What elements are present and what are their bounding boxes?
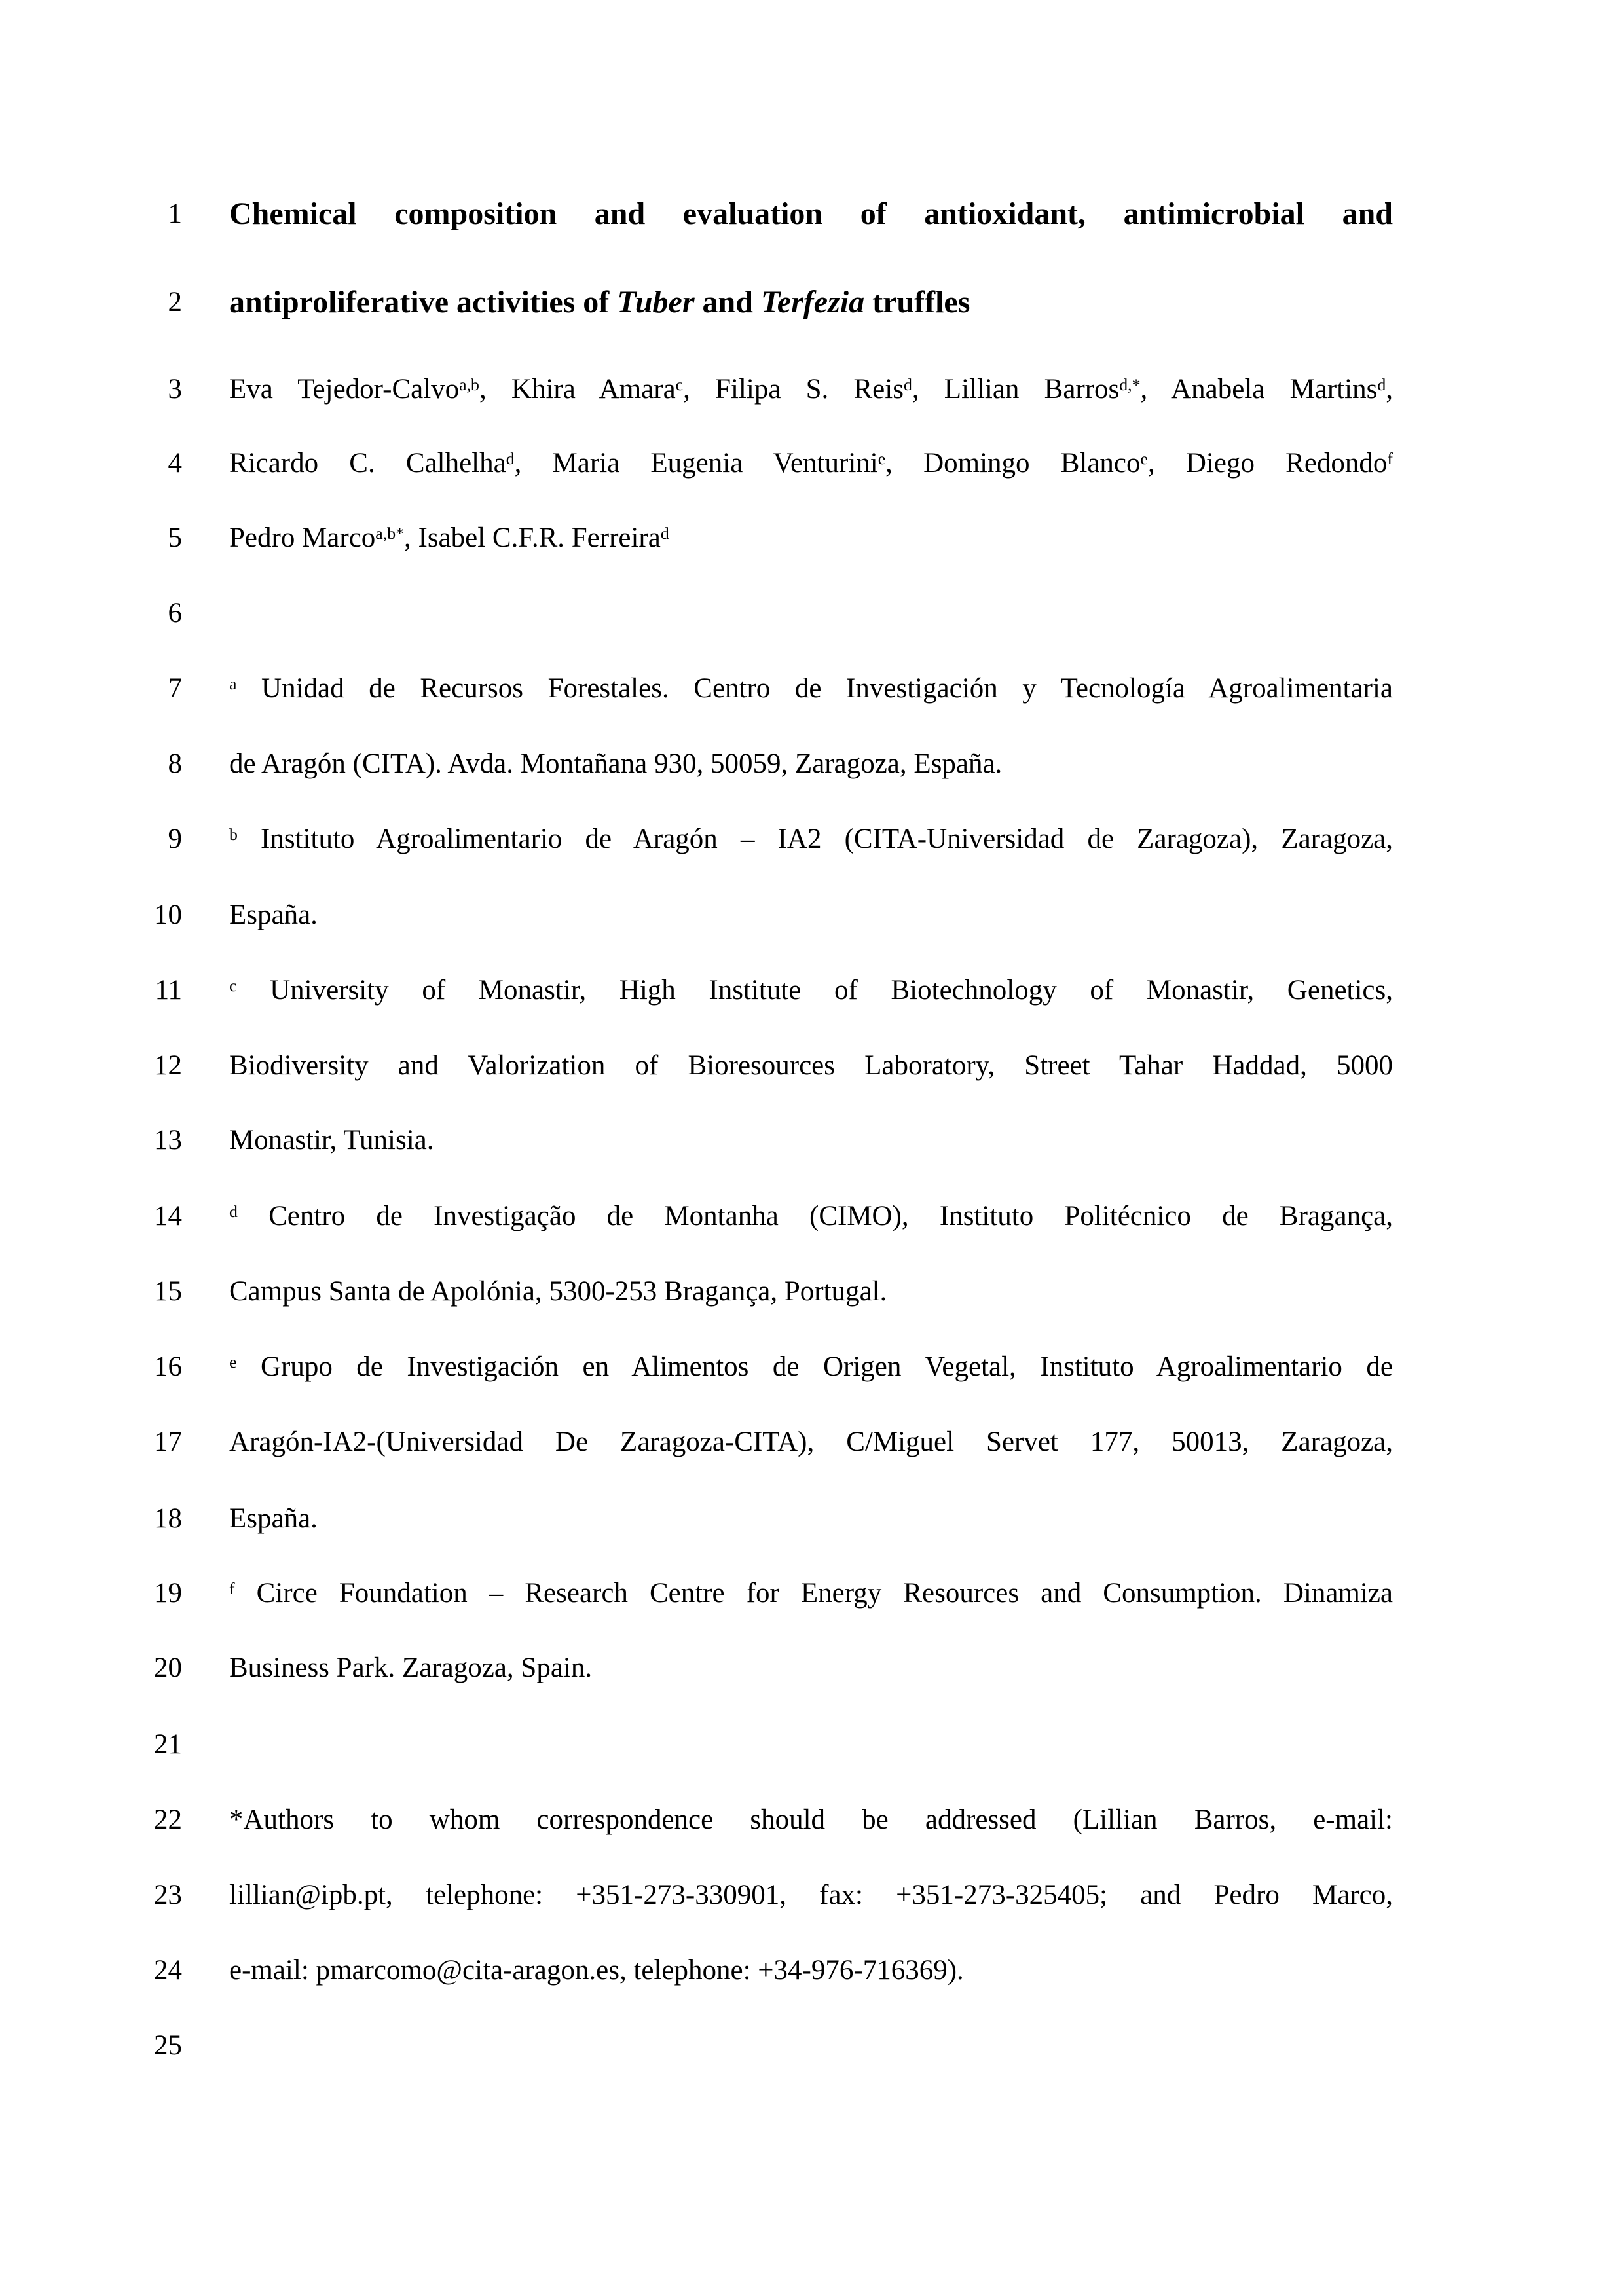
- text-segment: , Isabel C.F.R. Ferreira: [404, 522, 661, 553]
- manuscript-line-row: [0, 896, 1624, 935]
- line-number: 23: [154, 1880, 182, 1910]
- text-segment: Chemical composition and evaluation of antioxidant, antimicrobial and: [229, 196, 1393, 231]
- text-segment: , Filipa S. Reis: [683, 374, 904, 405]
- manuscript-line-row: [0, 1197, 1624, 1236]
- line-number: 3: [168, 374, 182, 405]
- manuscript-line-row: [0, 519, 1624, 558]
- text-segment: antiproliferative activities of: [229, 285, 618, 319]
- text-segment: lillian@ipb.pt, telephone: +351-273-330901, fax: +351-273-325405; and Pedro Marco,: [229, 1880, 1393, 1910]
- text-segment: and: [694, 285, 761, 319]
- affiliation-superscript: a: [229, 674, 237, 694]
- manuscript-line-row: [0, 370, 1624, 409]
- manuscript-line-row: [0, 444, 1624, 483]
- line-text: [229, 1951, 1393, 1990]
- italic-text-segment: Terfezia: [760, 285, 865, 319]
- line-text: [229, 896, 1393, 935]
- text-segment: University of Monastir, High Institute of Biotechnology of Monastir, Genetics,: [236, 975, 1393, 1006]
- affiliation-superscript: f: [229, 1579, 235, 1599]
- manuscript-line-row: [0, 1499, 1624, 1539]
- line-text: [229, 820, 1393, 859]
- text-segment: truffles: [864, 285, 970, 319]
- manuscript-line-row: [0, 1347, 1624, 1387]
- line-number: 9: [168, 824, 182, 854]
- manuscript-line-row: [0, 820, 1624, 859]
- manuscript-line-row: [0, 1046, 1624, 1085]
- text-segment: Centro de Investigação de Montanha (CIMO), Instituto Politécnico de Bragança,: [237, 1201, 1393, 1231]
- affiliation-superscript: e: [877, 449, 886, 469]
- line-text: [229, 1423, 1393, 1462]
- line-text: [229, 1121, 1393, 1160]
- manuscript-line-row: [0, 1876, 1624, 1915]
- text-segment: , Domingo Blanco: [885, 448, 1141, 479]
- affiliation-superscript: c: [229, 976, 237, 996]
- affiliation-superscript: b: [229, 825, 238, 845]
- text-segment: Biodiversity and Valorization of Bioresources Laboratory, Street Tahar Haddad, 5000: [229, 1050, 1393, 1081]
- text-segment: de Aragón (CITA). Avda. Montañana 930, 50059, Zaragoza, España.: [229, 748, 1003, 779]
- line-number: 8: [168, 748, 182, 779]
- line-number: 7: [168, 673, 182, 704]
- line-text: [229, 1800, 1393, 1840]
- manuscript-line-row: [0, 282, 1624, 323]
- line-text: [229, 669, 1393, 708]
- affiliation-superscript: a,b: [459, 375, 479, 395]
- line-number: 4: [168, 448, 182, 479]
- text-segment: e-mail: pmarcomo@cita-aragon.es, telephone: +34-976-716369).: [229, 1955, 964, 1986]
- line-number: 15: [154, 1276, 182, 1307]
- text-segment: Instituto Agroalimentario de Aragón – IA2 (CITA-Universidad de Zaragoza), Zaragoza,: [237, 824, 1393, 854]
- manuscript-line-row: [0, 1423, 1624, 1462]
- line-text: [229, 744, 1393, 784]
- line-text: [229, 1876, 1393, 1915]
- text-segment: ,: [1386, 374, 1393, 405]
- affiliation-superscript: e: [1140, 449, 1148, 469]
- manuscript-line-row: [0, 1272, 1624, 1311]
- line-number: 18: [154, 1503, 182, 1534]
- line-number: 24: [154, 1955, 182, 1986]
- manuscript-line-row: [0, 1951, 1624, 1990]
- text-segment: Ricardo C. Calhelha: [229, 448, 506, 479]
- text-segment: , Maria Eugenia Venturini: [514, 448, 878, 479]
- text-segment: , Lillian Barros: [912, 374, 1120, 405]
- affiliation-superscript: d: [506, 449, 515, 469]
- manuscript-line-row: [0, 1121, 1624, 1160]
- line-number: 16: [154, 1351, 182, 1382]
- line-text: [229, 370, 1393, 409]
- line-text: [229, 1574, 1393, 1613]
- manuscript-line-row: [0, 744, 1624, 784]
- line-number: 11: [155, 975, 182, 1006]
- line-number: 19: [154, 1578, 182, 1609]
- line-text: [229, 444, 1393, 483]
- line-number: 21: [154, 1729, 182, 1760]
- line-text: [229, 1272, 1393, 1311]
- affiliation-superscript: d: [229, 1202, 238, 1222]
- manuscript-line-row: [0, 1800, 1624, 1840]
- line-text: [229, 1649, 1393, 1688]
- text-segment: Circe Foundation – Research Centre for Energy Resources and Consumption. Dinamiza: [234, 1578, 1393, 1609]
- line-number: 12: [154, 1050, 182, 1081]
- line-number: 22: [154, 1804, 182, 1835]
- italic-text-segment: Tuber: [617, 285, 695, 319]
- line-text: [229, 519, 1393, 558]
- manuscript-line-row: [0, 1574, 1624, 1613]
- line-number: 2: [168, 287, 182, 318]
- affiliation-superscript: a,b*: [375, 524, 404, 543]
- text-segment: Unidad de Recursos Forestales. Centro de Investigación y Tecnología Agroalimentaria: [236, 673, 1393, 704]
- text-segment: España.: [229, 1503, 318, 1534]
- text-segment: Business Park. Zaragoza, Spain.: [229, 1652, 593, 1683]
- line-number: 20: [154, 1652, 182, 1683]
- line-text: [229, 1197, 1393, 1236]
- title-line-text: [229, 282, 1393, 323]
- line-number: 17: [154, 1427, 182, 1457]
- line-number: 5: [168, 522, 182, 553]
- text-segment: Monastir, Tunisia.: [229, 1125, 434, 1156]
- line-number: 6: [168, 598, 182, 629]
- text-segment: Campus Santa de Apolónia, 5300-253 Bragança, Portugal.: [229, 1276, 887, 1307]
- affiliation-superscript: c: [675, 375, 684, 395]
- line-number: 1: [168, 198, 182, 229]
- line-number: 10: [154, 900, 182, 930]
- text-segment: Grupo de Investigación en Alimentos de Origen Vegetal, Instituto Agroalimentario de: [236, 1351, 1393, 1382]
- manuscript-line-row: [0, 193, 1624, 235]
- text-segment: Aragón-IA2-(Universidad De Zaragoza-CITA), C/Miguel Servet 177, 50013, Zaragoza,: [229, 1427, 1393, 1457]
- affiliation-superscript: d,*: [1119, 375, 1141, 395]
- line-number: 13: [154, 1125, 182, 1156]
- line-text: [229, 1499, 1393, 1539]
- line-text: [229, 971, 1393, 1010]
- affiliation-superscript: d: [903, 375, 912, 395]
- manuscript-line-row: [0, 669, 1624, 708]
- manuscript-line-row: [0, 971, 1624, 1010]
- text-segment: , Diego Redondo: [1147, 448, 1388, 479]
- text-segment: , Anabela Martins: [1140, 374, 1378, 405]
- line-number: 14: [154, 1201, 182, 1231]
- affiliation-superscript: d: [660, 524, 669, 543]
- text-segment: , Khira Amara: [479, 374, 676, 405]
- affiliation-superscript: d: [1377, 375, 1386, 395]
- title-line-text: [229, 193, 1393, 235]
- manuscript-line-row: [0, 1649, 1624, 1688]
- text-segment: Eva Tejedor-Calvo: [229, 374, 460, 405]
- line-number: 25: [154, 2030, 182, 2061]
- text-segment: España.: [229, 900, 318, 930]
- text-segment: *Authors to whom correspondence should be addressed (Lillian Barros, e-mail:: [229, 1804, 1393, 1835]
- affiliation-superscript: e: [229, 1353, 237, 1372]
- affiliation-superscript: f: [1387, 449, 1393, 469]
- text-segment: Pedro Marco: [229, 522, 376, 553]
- line-text: [229, 1046, 1393, 1085]
- line-text: [229, 1347, 1393, 1387]
